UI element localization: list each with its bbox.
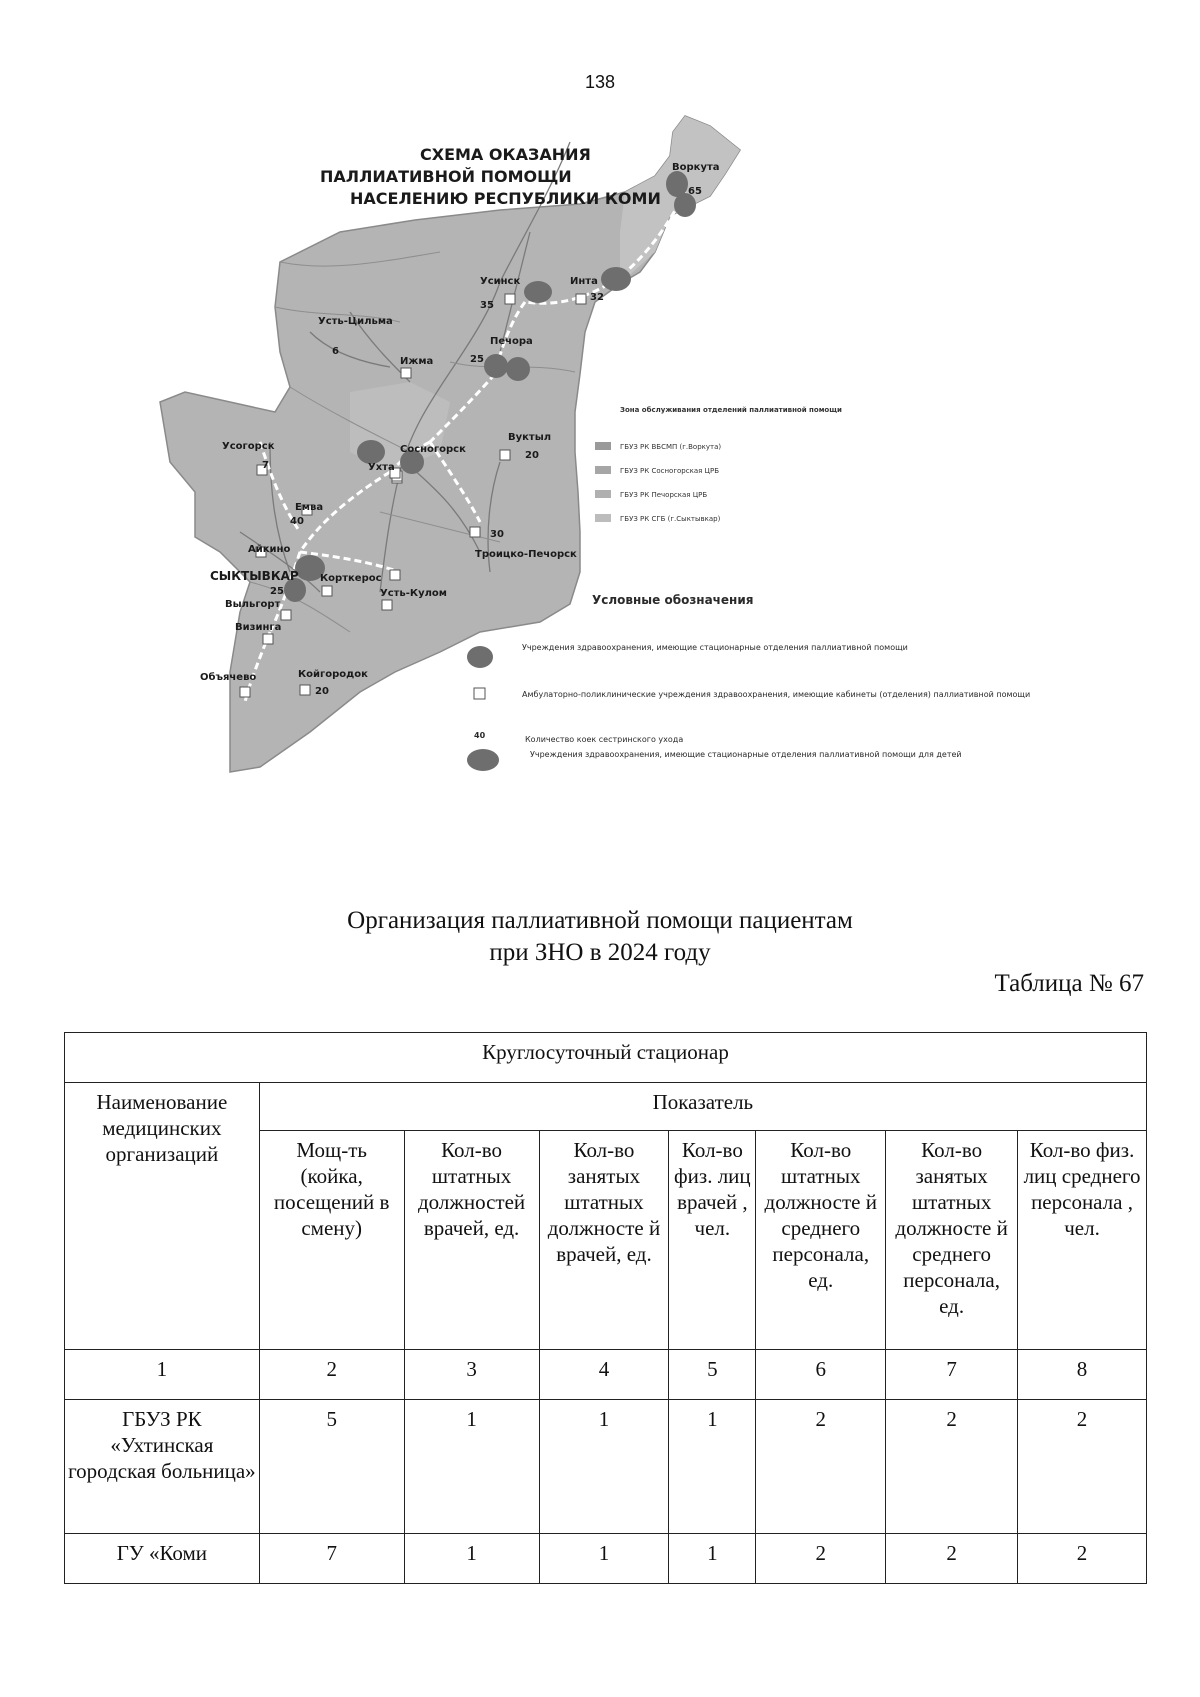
legend-item-children: Учреждения здравоохранения, имеющие стационарные отделения паллиативной помощи для детей xyxy=(530,750,962,759)
legend-item-clinic: Амбулаторно-поликлинические учреждения здравоохранения, имеющие кабинеты (отделения) паллиативной помощи xyxy=(522,690,1031,699)
city-label-usinsk: Усинск xyxy=(480,276,521,287)
legend-count-example: 40 xyxy=(474,731,486,740)
table-row xyxy=(65,1399,1147,1533)
table-cell: 1 xyxy=(539,1399,669,1533)
table-cell: 2 xyxy=(886,1399,1018,1533)
column-header: Мощ-ть (койка, посещений в смену) xyxy=(259,1131,404,1349)
document-title-line-1: Организация паллиативной помощи пациентам xyxy=(347,907,853,934)
city-number-usogorsk: 7 xyxy=(262,460,269,471)
city-label-koygorodok: Койгородок xyxy=(298,669,368,680)
symbols-legend xyxy=(467,593,1030,771)
legend-item-inpatient: Учреждения здравоохранения, имеющие стационарные отделения паллиативной помощи xyxy=(522,643,908,652)
organization-name: ГУ «Коми xyxy=(65,1533,260,1583)
city-label-emva: Емва xyxy=(295,502,324,513)
city-label-izhma: Ижма xyxy=(400,356,434,367)
city-label-kortkeros: Корткерос xyxy=(320,573,382,584)
clinic-marker xyxy=(300,685,310,695)
city-number-pechora: 25 xyxy=(470,354,484,365)
clinic-marker xyxy=(240,687,250,697)
city-label-aikino: Айкино xyxy=(248,544,291,555)
table-cell: 2 xyxy=(886,1533,1018,1583)
clinic-marker xyxy=(470,527,480,537)
inpatient-marker xyxy=(601,267,631,291)
clinic-marker xyxy=(382,600,392,610)
zone-legend-title: Зона обслуживания отделений паллиативной помощи xyxy=(620,406,842,414)
table-row xyxy=(65,1533,1147,1583)
document-title xyxy=(0,905,1200,969)
inpatient-marker xyxy=(484,354,508,378)
map-title xyxy=(320,145,661,208)
zone-legend-item-4: ГБУЗ РК СГБ (г.Сыктывкар) xyxy=(620,515,721,523)
table-cell: 1 xyxy=(539,1533,669,1583)
column-header: Кол-во физ. лиц врачей , чел. xyxy=(669,1131,756,1349)
clinic-marker xyxy=(390,570,400,580)
table-cell: 1 xyxy=(404,1533,539,1583)
column-number: 2 xyxy=(259,1349,404,1399)
city-number-emva: 40 xyxy=(290,516,304,527)
city-number-troitsko-pechorsk: 30 xyxy=(490,529,504,540)
map-title-line-2: ПАЛЛИАТИВНОЙ ПОМОЩИ xyxy=(320,167,572,186)
palliative-care-map xyxy=(150,112,1031,852)
city-label-troitsko-pechorsk: Троицко-Печорск xyxy=(475,549,577,560)
column-number: 3 xyxy=(404,1349,539,1399)
city-number-usinsk: 35 xyxy=(480,300,494,311)
column-number: 1 xyxy=(65,1349,260,1399)
clinic-marker xyxy=(401,368,411,378)
city-number-syktyvkar: 25 xyxy=(270,586,284,597)
map-title-line-3: НАСЕЛЕНИЮ РЕСПУБЛИКИ КОМИ xyxy=(350,189,661,208)
palliative-care-table xyxy=(64,1032,1147,1584)
column-header: Кол-во штатных должностей врачей, ед. xyxy=(404,1131,539,1349)
column-number: 8 xyxy=(1018,1349,1147,1399)
table-cell: 5 xyxy=(259,1399,404,1533)
table-cell: 2 xyxy=(756,1399,886,1533)
inpatient-marker xyxy=(524,281,552,303)
city-label-sosnogorsk: Сосногорск xyxy=(400,444,466,455)
column-number: 5 xyxy=(669,1349,756,1399)
city-label-vylgort: Выльгорт xyxy=(225,599,281,610)
city-number-ust-tsilma: 6 xyxy=(332,346,339,357)
table-cell: 1 xyxy=(404,1399,539,1533)
city-label-ukhta: Ухта xyxy=(368,462,395,473)
column-number: 4 xyxy=(539,1349,669,1399)
inpatient-marker xyxy=(357,440,385,464)
city-label-ust-kulom: Усть-Кулом xyxy=(380,588,447,599)
inpatient-marker xyxy=(506,357,530,381)
city-number-vorkuta: 65 xyxy=(688,186,702,197)
clinic-marker xyxy=(322,586,332,596)
column-header: Кол-во занятых штатных должносте й врачей, ед. xyxy=(539,1131,669,1349)
legend-item-beds-count: Количество коек сестринского ухода xyxy=(525,735,684,744)
table-cell: 7 xyxy=(259,1533,404,1583)
legend-title: Условные обозначения xyxy=(592,593,754,607)
city-label-obyachevo: Объячево xyxy=(200,672,257,683)
section-header: Круглосуточный стационар xyxy=(65,1033,1147,1083)
clinic-marker xyxy=(500,450,510,460)
zone-legend-item-3: ГБУЗ РК Печорская ЦРБ xyxy=(620,491,708,499)
city-label-ust-tsilma: Усть-Цильма xyxy=(318,316,393,327)
city-number-vuktyl: 20 xyxy=(525,450,539,461)
zone-legend xyxy=(595,406,842,523)
legend-inpatient-icon xyxy=(467,646,493,668)
column-header: Кол-во занятых штатных должносте й среднего персонала, ед. xyxy=(886,1131,1018,1349)
clinic-marker xyxy=(263,634,273,644)
city-label-vuktyl: Вуктыл xyxy=(508,432,552,443)
header-indicator: Показатель xyxy=(259,1083,1146,1131)
city-label-vizinga: Визинга xyxy=(235,622,282,633)
clinic-marker xyxy=(505,294,515,304)
column-header: Кол-во физ. лиц среднего персонала , чел. xyxy=(1018,1131,1147,1349)
legend-clinic-icon xyxy=(474,688,485,699)
table-cell: 1 xyxy=(669,1533,756,1583)
city-label-pechora: Печора xyxy=(490,336,533,347)
zone-legend-item-1: ГБУЗ РК ВБСМП (г.Воркута) xyxy=(620,443,722,451)
organization-name: ГБУЗ РК «Ухтинская городская больница» xyxy=(65,1399,260,1533)
page-number: 138 xyxy=(584,72,616,92)
header-organization-name: Наименование медицинских организаций xyxy=(65,1083,260,1349)
column-header: Кол-во штатных должносте й среднего персонала, ед. xyxy=(756,1131,886,1349)
document-title-line-2: при ЗНО в 2024 году xyxy=(489,939,711,966)
city-label-syktyvkar: СЫКТЫВКАР xyxy=(210,569,299,583)
city-label-vorkuta: Воркута xyxy=(672,162,720,173)
city-number-inta: 32 xyxy=(590,292,604,303)
city-label-inta: Инта xyxy=(570,276,598,287)
city-number-koygorodok: 20 xyxy=(315,686,329,697)
column-number-row xyxy=(65,1349,1147,1399)
city-label-usogorsk: Усогорск xyxy=(222,441,275,452)
map-title-line-1: СХЕМА ОКАЗАНИЯ xyxy=(420,145,591,164)
clinic-marker xyxy=(576,294,586,304)
legend-children-icon xyxy=(467,749,499,771)
table-cell: 2 xyxy=(1018,1533,1147,1583)
column-number: 6 xyxy=(756,1349,886,1399)
table-number: Таблица № 67 xyxy=(994,970,1144,997)
column-number: 7 xyxy=(886,1349,1018,1399)
table-cell: 2 xyxy=(756,1533,886,1583)
table-cell: 1 xyxy=(669,1399,756,1533)
zone-legend-item-2: ГБУЗ РК Сосногорская ЦРБ xyxy=(620,467,720,475)
table-cell: 2 xyxy=(1018,1399,1147,1533)
clinic-marker xyxy=(281,610,291,620)
